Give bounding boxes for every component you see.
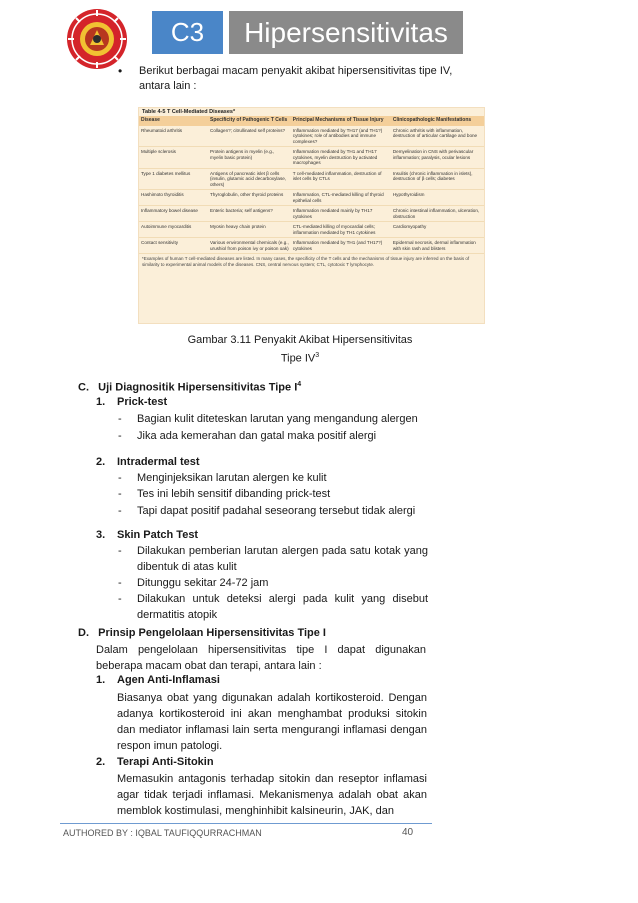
- intro-bullet: [118, 64, 458, 94]
- list-item: - Menginjeksikan larutan alergen ke kulit: [118, 472, 327, 484]
- disease-table-figure: [138, 107, 485, 324]
- table-row: [139, 222, 484, 238]
- table-cell: CTL-mediated killing of myocardial cells; inflammation mediated by TH1 cytokines: [291, 222, 391, 238]
- table-cell: Hypothyroidism: [391, 190, 484, 206]
- list-item: - Dilakukan untuk deteksi alergi pada kulit yang disebut dermatitis atopik: [118, 593, 428, 621]
- subheading-skin-patch-test: 3. Skin Patch Test: [96, 529, 199, 541]
- table-footnote: *Examples of human T cell-mediated diseases are listed. In many cases, the specificity of the T cells and the mechanisms of tissue injury are inferred on the basis of similarity to experimental animal models of the diseases. CNS, central nervous system; CTL, cytotoxic T lymphocyte.: [142, 256, 470, 267]
- table-cell: Antigens of pancreatic islet β cells (insulin, glutamic acid decarboxylase, others): [208, 168, 291, 190]
- table-cell: Thyroglobulin, other thyroid proteins: [208, 190, 291, 206]
- table-header-cell: Clinicopathologic Manifestations: [391, 116, 484, 126]
- list-item: - Tapi dapat positif padahal seseorang tersebut tidak alergi: [118, 505, 416, 517]
- table-cell: Enteric bacteria; self antigens?: [208, 206, 291, 222]
- table-cell: Myosin heavy chain protein: [208, 222, 291, 238]
- table-row: [139, 168, 484, 190]
- subheading-terapi-anti-sitokin: 2. Terapi Anti-Sitokin: [96, 756, 214, 768]
- table-cell: T cell-mediated inflammation, destruction of islet cells by CTLs: [291, 168, 391, 190]
- table-cell: Inflammation, CTL-mediated killing of thyroid epithelial cells: [291, 190, 391, 206]
- table-cell: Chronic intestinal inflammation, ulceration, obstruction: [391, 206, 484, 222]
- table-row: [139, 147, 484, 169]
- chapter-code: C3: [152, 11, 223, 54]
- table-cell: Hashimoto thyroiditis: [139, 190, 208, 206]
- table-cell: Insulitis (chronic inflammation in islets), destruction of β cells; diabetes: [391, 168, 484, 190]
- table-cell: Epidermal necrosis, dermal inflammation with skin rash and blisters: [391, 238, 484, 254]
- list-item: - Jika ada kemerahan dan gatal maka positif alergi: [118, 430, 377, 442]
- figure-caption-ref: 3: [315, 352, 320, 359]
- table-cell: Various environmental chemicals (e.g., urushiol from poison ivy or poison oak): [208, 238, 291, 254]
- table-cell: Inflammation mediated by TH17 (and TH1?) cytokines; role of antibodies and immune complexes?: [291, 126, 391, 147]
- section-c-heading: C. Uji Diagnositik Hipersensitivitas Tipe $I^4$: [78, 381, 302, 394]
- table-cell: Rheumatoid arthritis: [139, 126, 208, 147]
- paragraph-terapi-anti-sitokin: Memasukin antagonis terhadap sitokin dan reseptor inflamasi agar tidak terjadi inflamasi. Mekanismenya adalah obat akan memblok kostimulasi, menghinhibit kalsineurin, JAK, dan: [117, 773, 427, 817]
- list-item: - Dilakukan pemberian larutan alergen pada satu kotak yang dibentuk di atas kulit: [118, 545, 428, 573]
- subheading-agen-anti-inflamasi: 1. Agen Anti-Inflamasi: [96, 674, 220, 686]
- paragraph-agen-anti-inflamasi: Biasanya obat yang digunakan adalah kortikosteroid. Dengan adanya kortikosteroid ini akan menghambat produksi sitokin dan mediator inflamasi lain serta mengurangi inflamasi dengan respon imun patologi.: [117, 692, 427, 752]
- list-item: - Ditunggu sekitar 24-72 jam: [118, 577, 269, 589]
- section-d-intro: Dalam pengelolaan hipersensitivitas tipe I dapat digunakan beberapa macam obat dan terapi, antara lain :: [96, 644, 426, 672]
- list-item: - Tes ini lebih sensitif dibanding prick-test: [118, 488, 331, 500]
- section-d-heading: D. Prinsip Pengelolaan Hipersensitivitas Tipe I: [78, 627, 326, 639]
- table-row: [139, 238, 484, 254]
- table-caption: Table 4-5 T Cell-Mediated Diseases*: [142, 109, 236, 115]
- disease-table: [139, 116, 484, 254]
- list-item: - Bagian kulit diteteskan larutan yang mengandung alergen: [118, 413, 418, 425]
- table-row: [139, 126, 484, 147]
- table-cell: Protein antigens in myelin (e.g., myelin basic protein): [208, 147, 291, 169]
- table-cell: Autoimmune myocarditis: [139, 222, 208, 238]
- table-cell: Demyelination in CNS with perivascular inflammation; paralysis, ocular lesions: [391, 147, 484, 169]
- table-cell: Type 1 diabetes mellitus: [139, 168, 208, 190]
- page-number: 40: [402, 827, 414, 838]
- table-cell: Inflammation mediated by TH1 and TH17 cytokines, myelin destruction by activated macrophages: [291, 147, 391, 169]
- figure-caption: [170, 333, 430, 367]
- section-c-ref: 4: [297, 381, 302, 388]
- subheading-intradermal-test: 2. Intradermal test: [96, 456, 200, 468]
- table-cell: Inflammation mediated mainly by TH17 cytokines: [291, 206, 391, 222]
- table-header-cell: Specificity of Pathogenic T Cells: [208, 116, 291, 126]
- intro-text: Berikut berbagai macam penyakit akibat hipersensitivitas tipe IV, antara lain :: [139, 65, 453, 92]
- table-cell: Inflammatory bowel disease: [139, 206, 208, 222]
- chapter-title: Hipersensitivitas: [229, 11, 463, 54]
- footer-author: AUTHORED BY : IQBAL TAUFIQQURRACHMAN: [63, 828, 262, 838]
- table-header-cell: Disease: [139, 116, 208, 126]
- subheading-prick-test: 1. Prick-test: [96, 396, 168, 408]
- table-cell: Multiple sclerosis: [139, 147, 208, 169]
- table-header-cell: Principal Mechanisms of Tissue Injury: [291, 116, 391, 126]
- university-logo-icon: [66, 8, 128, 70]
- table-cell: Contact sensitivity: [139, 238, 208, 254]
- bullet-icon: •: [118, 64, 123, 78]
- figure-caption-line1: Gambar 3.11 Penyakit Akibat Hipersensitivitas: [187, 334, 413, 346]
- table-cell: Cardiomyopathy: [391, 222, 484, 238]
- table-cell: Chronic arthritis with inflammation, destruction of articular cartilage and bone: [391, 126, 484, 147]
- footer-divider: [60, 823, 432, 824]
- table-cell: Inflammation mediated by TH1 (and TH17?) cytokines: [291, 238, 391, 254]
- table-row: [139, 206, 484, 222]
- table-row: [139, 190, 484, 206]
- table-cell: Collagen?; citrullinated self proteins?: [208, 126, 291, 147]
- figure-caption-line2: Tipe $IV^3$: [280, 352, 320, 365]
